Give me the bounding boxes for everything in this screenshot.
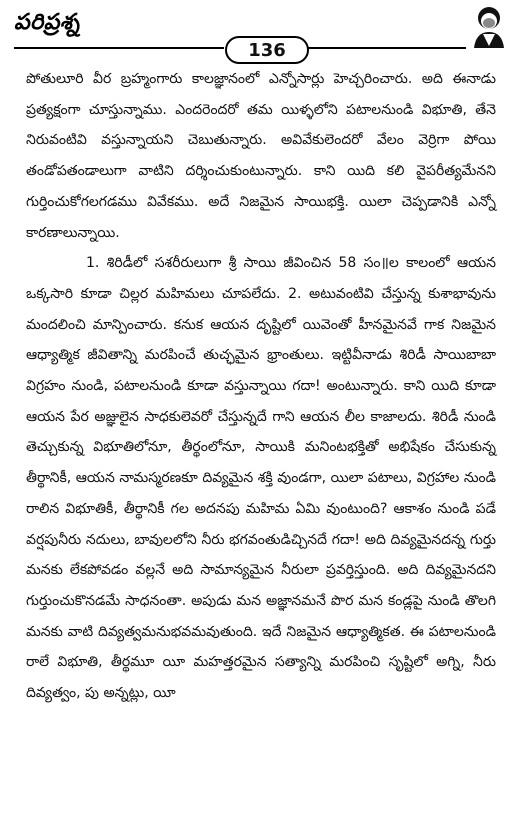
page-body <box>26 64 496 709</box>
header-rule-left <box>14 47 224 49</box>
page-number: 136 <box>248 39 286 61</box>
page-header <box>0 0 520 61</box>
saint-portrait-icon <box>470 4 508 48</box>
book-title: పరిప్రశ్న <box>14 10 80 35</box>
paragraph: 1. శిరిడీలో సశరీరులుగా శ్రీ సాయి జీవించిన 58 సం॥ల కాలంలో ఆయన ఒక్కసారి కూడా చిల్లర మహిమలు చూపలేదు. 2. అటువంటివి చేస్తున్న కుశాభావును మందలించి మాన్పించారు. కనుక ఆయన దృష్టిలో యివెంతో హీనమైనవే గాక నిజమైన ఆధ్యాత్మిక జీవితాన్ని మరపించే తుచ్ఛమైన భ్రాంతులు. ఇట్టివీనాడు శిరిడీ సాయిబాబా విగ్రహం నుండి, పటాలనుండి కూడా వస్తున్నాయి గదా! అంటున్నారు. కాని యిది కూడా ఆయన పేర అజ్ఞులైన సాధకులెవరో చేస్తున్నదే గాని ఆయన లీల కాజాలదు. శిరిడీ నుండి తెచ్చుకున్న విభూతిలోనూ, తీర్థంలోనూ, సాయికి మనింటభక్తితో అభిషేకం చేసుకున్న తీర్థానికీ, ఆయన నామస్మరణకూ దివ్యమైన శక్తి వుండగా, యిలా పటాలు, విగ్రహాల నుండి రాలిన విభూతికీ, తీర్థానికీ గల అదనపు మహిమ ఏమి వుంటుంది? ఆకాశం నుండి పడే వర్షపునీరు నదులు, బావులలోని నీరు భగవంతుడిచ్చినదే గదా! అది దివ్యమైనదన్న గుర్తు మనకు లేకపోవడం వల్లనే అది సామాన్యమైన నీరులా ప్రవర్తిస్తుంది. అది దివ్యమైనదని గుర్తుంచుకొనడమే సాధనంతా. అపుడు మన అజ్ఞానమనే పొర మన కండ్లపై నుండి తొలగి మనకు వాటి దివ్యత్వమనుభవమవుతుంది. ఇదే నిజమైన ఆధ్యాత్మికత. ఈ పటాలనుండి రాలే విభూతి, తీర్థమూ యీ మహత్తరమైన సత్యాన్ని మరపించి సృష్టిలో అగ్ని, నీరు దివ్యత్వం, పు అన్నట్లు, యీ <box>26 255 496 702</box>
paragraph: పోతులూరి వీర బ్రహ్మంగారు కాలజ్ఞానంలో ఎన్నోసార్లు హెచ్చరించారు. అది ఈనాడు ప్రత్యక్షంగా చూస్తున్నాము. ఎందరెందరో తమ యిళ్ళలోని పటాలనుండి విభూతి, తేనె నిరువంటివి వస్తున్నాయని చెబుతున్నారు. అవివేకులెందరో వేలం వెర్రిగా పోయి తండోపతండాలుగా వాటిని దర్శించుకుంటున్నారు. కాని యిది కలి వైపరీత్యమేనని గుర్తించుకోగలగడము వివేకము. అదే నిజమైన సాయిభక్తి. యిలా చెప్పడానికి ఎన్నో కారణాలున్నాయి. <box>26 71 496 241</box>
page-number-badge <box>225 36 309 64</box>
header-rule-right <box>306 47 466 49</box>
